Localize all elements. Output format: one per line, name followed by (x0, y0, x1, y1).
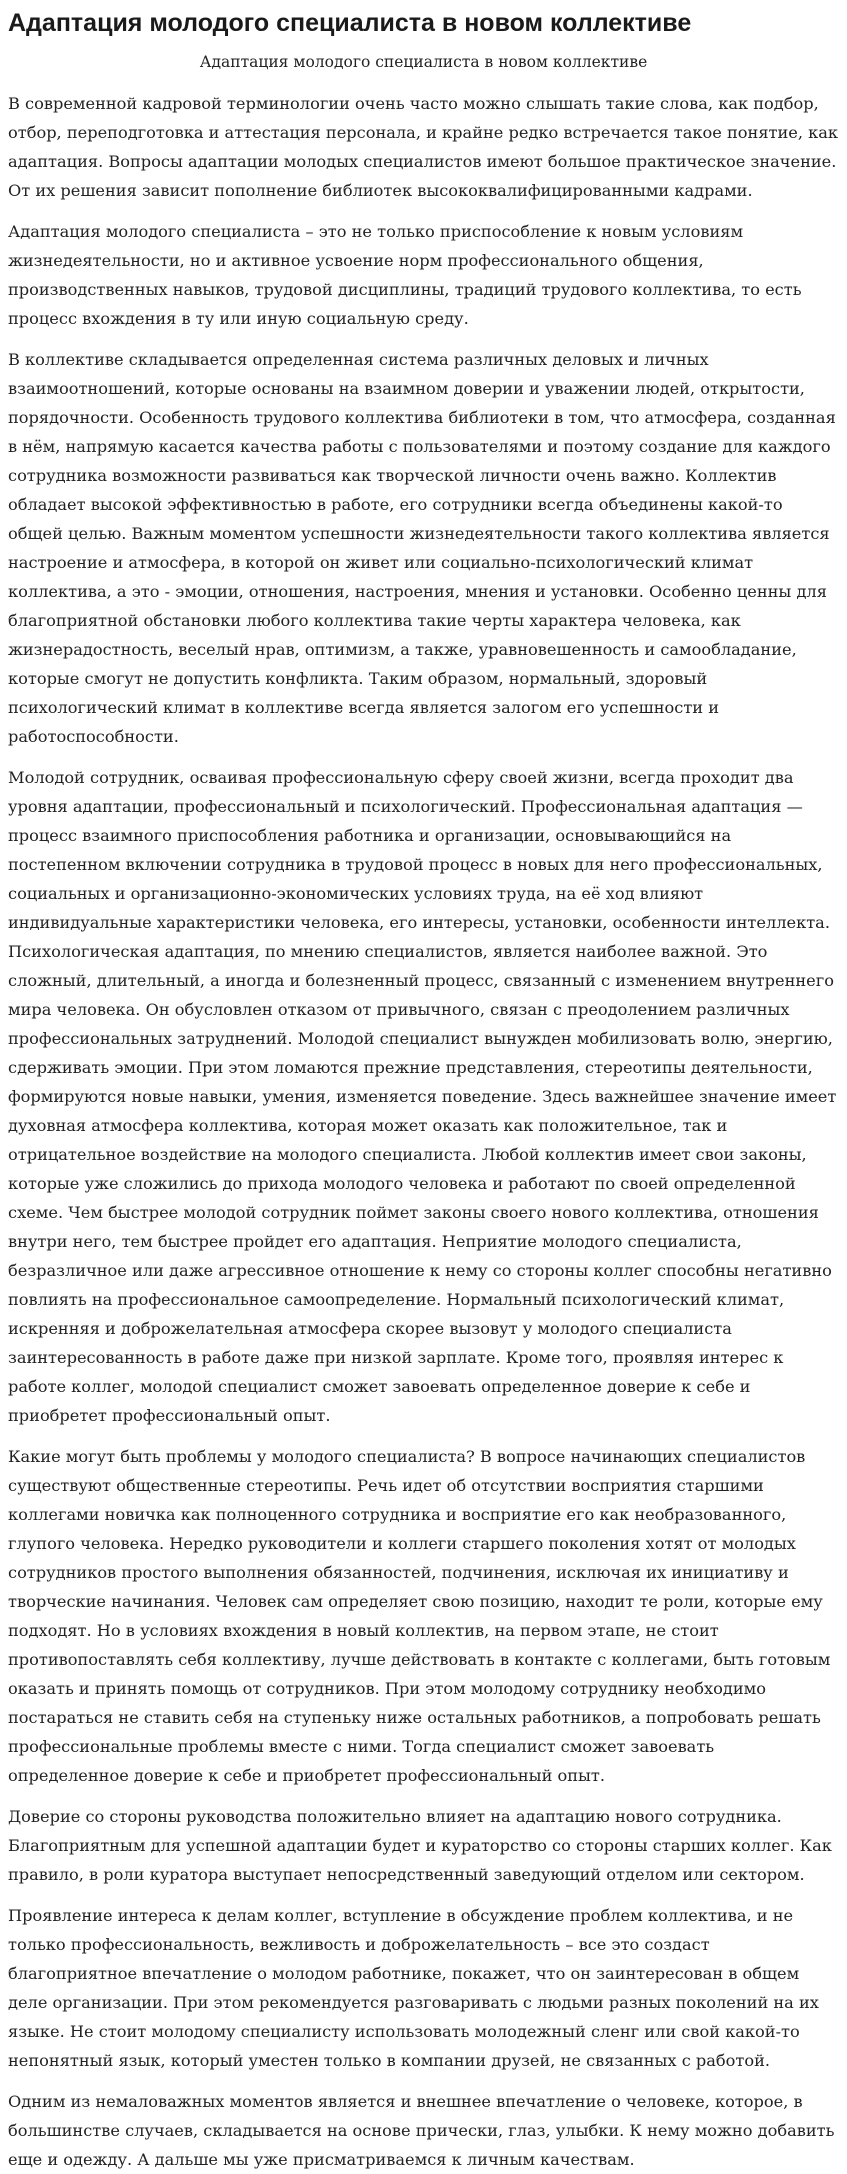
paragraph-7: Проявление интереса к делам коллег, вступление в обсуждение проблем коллектива, и не только профессиональность, вежливость и доброжелательность – все это создаст благоприятное впечатление о молодом работнике, покажет, что он заинтересован в общем деле организации. При этом рекомендуется разговаривать с людьми разных поколений на их языке. Не стоит молодому специалисту использовать молодежный сленг или свой какой-то непонятный язык, который уместен только в компании друзей, не связанных с работой. (8, 1906, 819, 2070)
page-title: Адаптация молодого специалиста в новом коллективе (8, 9, 692, 37)
paragraph-1: В современной кадровой терминологии очень часто можно слышать такие слова, как подбор, отбор, переподготовка и аттестация персонала, и крайне редко встречается такое понятие, как адаптация. Вопросы адаптации молодых специалистов имеют большое практическое значение. От их решения зависит пополнение библиотек высококвалифицированными кадрами. (8, 94, 839, 200)
paragraph-4: Молодой сотрудник, осваивая профессиональную сферу своей жизни, всегда проходит два уровня адаптации, профессиональный и психологический. Профессиональная адаптация — процесс взаимного приспособления работника и организации, основывающийся на постепенном включении сотрудника в трудовой процесс в новых для него профессиональных, социальных и организационно-экономических условиях труда, на её ход влияют индивидуальные характеристики человека, его интересы, установки, особенности интеллекта. Психологическая адаптация, по мнению специалистов, является наиболее важной. Это сложный, длительный, а иногда и болезненный процесс, связанный с изменением внутреннего мира человека. Он обусловлен отказом от привычного, связан с преодолением различных профессиональных затруднений. Молодой специалист вынужден мобилизовать волю, энергию, сдерживать эмоции. При этом ломаются прежние представления, стереотипы деятельности, формируются новые навыки, умения, изменяется поведение. Здесь важнейшее значение имеет духовная атмосфера коллектива, которая может оказать как положительное, так и отрицательное воздействие на молодого специалиста. Любой коллектив имеет свои законы, которые уже сложились до прихода молодого человека и работают по своей определенной схеме. Чем быстрее молодой сотрудник поймет законы своего нового коллектива, отношения внутри него, тем быстрее пройдет его адаптация. Неприятие молодого специалиста, безразличное или даже агрессивное отношение к нему со стороны коллег способны негативно повлиять на профессиональное самоопределение. Нормальный психологический климат, искренняя и доброжелательная атмосфера скорее вызовут у молодого специалиста заинтересованность в работе даже при низкой зарплате. Кроме того, проявляя интерес к работе коллег, молодой специалист сможет завоевать определенное доверие к себе и приобретет профессиональный опыт. (8, 768, 837, 1425)
paragraph-5: Какие могут быть проблемы у молодого специалиста? В вопросе начинающих специалистов существуют общественные стереотипы. Речь идет об отсутствии восприятия старшими коллегами новичка как полноценного сотрудника и восприятие его как необразованного, глупого человека. Нередко руководители и коллеги старшего поколения хотят от молодых сотрудников простого выполнения обязанностей, подчинения, исключая их инициативу и творческие начинания. Человек сам определяет свою позицию, находит те роли, которые ему подходят. Но в условиях вхождения в новый коллектив, на первом этапе, не стоит противопоставлять себя коллективу, лучше действовать в контакте с коллегами, быть готовым оказать и принять помощь от сотрудников. При этом молодому сотруднику необходимо постараться не ставить себя на ступеньку ниже остальных работников, а попробовать решать профессиональные проблемы вместе с ними. Тогда специалист сможет завоевать определенное доверие к себе и приобретет профессиональный опыт. (8, 1447, 831, 1785)
paragraph-8: Одним из немаловажных моментов является и внешнее впечатление о человеке, которое, в большинстве случаев, складывается на основе прически, глаз, улыбки. К нему можно добавить еще и одежду. А дальше мы уже присматриваемся к личным качествам. (8, 2092, 835, 2169)
paragraph-3: В коллективе складывается определенная система различных деловых и личных взаимоотношений, которые основаны на взаимном доверии и уважении людей, открытости, порядочности. Особенность трудового коллектива библиотеки в том, что атмосфера, созданная в нём, напрямую касается качества работы с пользователями и поэтому создание для каждого сотрудника возможности развиваться как творческой личности очень важно. Коллектив обладает высокой эффективностью в работе, его сотрудники всегда объединены какой-то общей целью. Важным моментом успешности жизнедеятельности такого коллектива является настроение и атмосфера, в которой он живет или социально-психологический климат коллектива, а это - эмоции, отношения, настроения, мнения и установки. Особенно ценны для благоприятной обстановки любого коллектива такие черты характера человека, как жизнерадостность, веселый нрав, оптимизм, а также, уравновешенность и самообладание, которые смогут не допустить конфликта. Таким образом, нормальный, здоровый психологический климат в коллективе всегда является залогом его успешности и работоспособности. (8, 350, 836, 746)
article-subtitle: Адаптация молодого специалиста в новом коллективе (199, 53, 648, 71)
paragraph-2: Адаптация молодого специалиста – это не только приспособление к новым условиям жизнедеятельности, но и активное усвоение норм профессионального общения, производственных навыков, трудовой дисциплины, традиций трудового коллектива, то есть процесс вхождения в ту или иную социальную среду. (8, 222, 802, 328)
paragraph-6: Доверие со стороны руководства положительно влияет на адаптацию нового сотрудника. Благоприятным для успешной адаптации будет и кураторство со стороны старших коллег. Как правило, в роли куратора выступает непосредственный заведующий отделом или сектором. (8, 1807, 832, 1884)
